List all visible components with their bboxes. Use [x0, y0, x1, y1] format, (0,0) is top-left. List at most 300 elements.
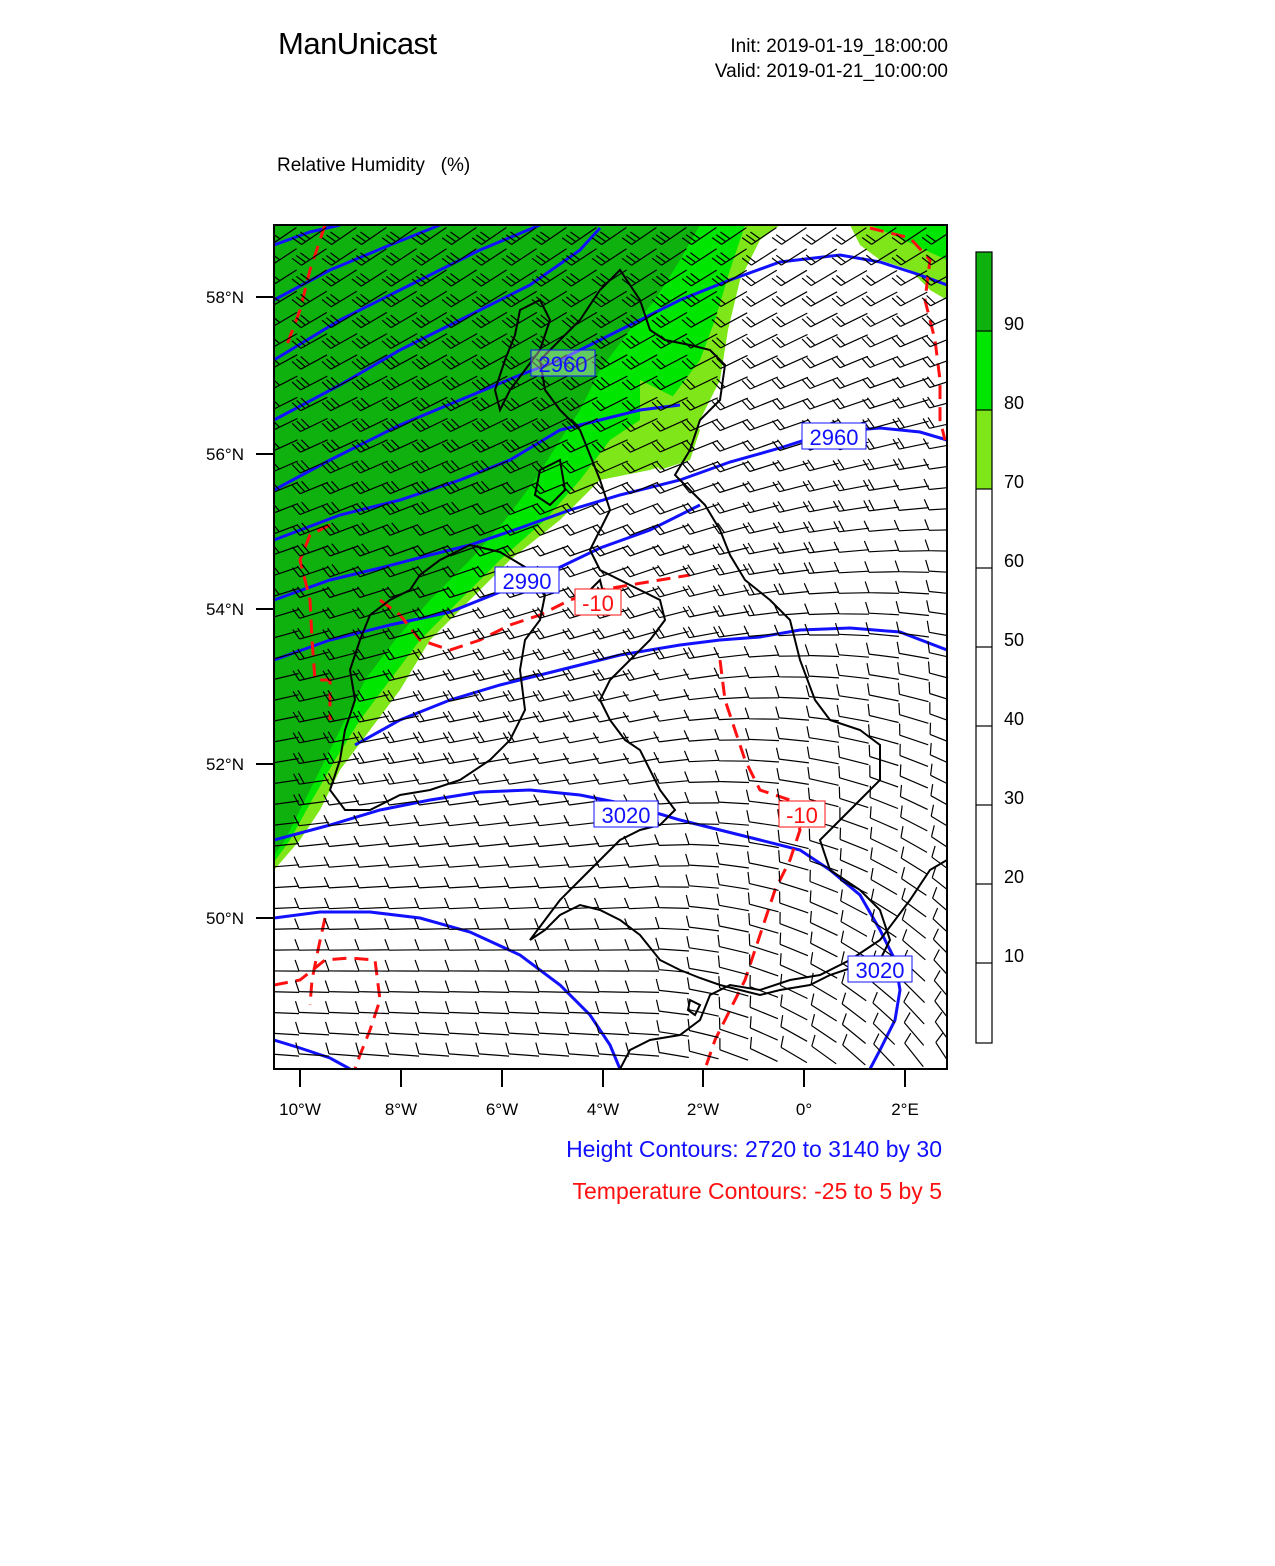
wind-barb [832, 271, 867, 286]
wind-barb [716, 791, 749, 804]
wind-barb [747, 810, 779, 826]
wind-barb [656, 917, 690, 930]
wind-barb [684, 710, 719, 721]
wind-barb [474, 877, 509, 888]
wind-barb [742, 377, 778, 389]
wind-barb [326, 1001, 360, 1013]
wind-barb [505, 981, 539, 993]
wind-barb [595, 898, 630, 909]
wind-barb [354, 836, 389, 847]
wind-barb [894, 480, 929, 490]
wind-barb [623, 691, 658, 701]
wind-barb [924, 459, 959, 469]
wind-barb [745, 708, 779, 720]
wind-barb [534, 836, 569, 847]
wind-barb [718, 914, 749, 932]
wind-barb [868, 704, 898, 723]
colorbar-label: 40 [1004, 709, 1025, 729]
wind-barb [841, 910, 867, 936]
wind-barb [385, 939, 419, 950]
wind-barb [266, 1022, 299, 1035]
wind-barb [655, 897, 689, 909]
wind-barb [833, 480, 868, 491]
temperature-contours-legend: Temperature Contours: -25 to 5 by 5 [572, 1178, 942, 1204]
wind-barb [715, 709, 749, 720]
height-contour-label: 3020 [855, 958, 905, 983]
wind-barb [804, 583, 839, 594]
lon-label: 2°E [891, 1100, 919, 1119]
wind-barb [294, 857, 329, 868]
wind-barb [931, 764, 958, 789]
wind-barb [873, 992, 895, 1023]
wind-barb [837, 705, 869, 722]
wind-barb [475, 919, 509, 930]
wind-barb [865, 561, 899, 572]
wind-barb [684, 730, 719, 741]
wind-barb [685, 792, 719, 803]
wind-barb [780, 953, 807, 977]
wind-barb [805, 604, 839, 615]
wind-barb [901, 806, 928, 831]
wind-barb [265, 939, 299, 950]
wind-barb [750, 1016, 777, 1040]
temperature-contour-labels [575, 589, 825, 828]
wind-barb [934, 970, 953, 1003]
wind-barb [835, 582, 869, 593]
wind-barb [686, 875, 719, 889]
wind-barb [325, 981, 359, 993]
wind-barb [295, 939, 329, 950]
wind-barb [534, 857, 569, 868]
wind-barb [805, 644, 839, 656]
wind-barb [534, 877, 569, 888]
wind-barb [925, 540, 959, 552]
wind-barb [685, 772, 719, 783]
wind-barb [750, 1037, 777, 1062]
wind-barb [506, 1043, 539, 1057]
wind-barb [386, 1001, 420, 1013]
wind-barb [902, 909, 925, 939]
wind-barb [324, 857, 359, 868]
wind-barb [932, 846, 956, 875]
wind-barb [781, 1036, 807, 1063]
wind-barb [624, 877, 659, 888]
wind-barb [414, 815, 449, 826]
wind-barb [325, 898, 360, 909]
wind-barb [385, 919, 419, 930]
wind-barb [780, 933, 808, 956]
wind-barb [265, 898, 300, 909]
wind-barb [595, 939, 629, 950]
lon-label: 4°W [586, 1100, 620, 1119]
wind-barb [534, 774, 569, 784]
wind-barb [594, 877, 629, 888]
colorbar-label: 90 [1004, 314, 1025, 334]
colorbar-segment-80 [976, 331, 992, 410]
lon-label: 6°W [485, 1100, 519, 1119]
wind-barb [842, 993, 866, 1022]
wind-barb [653, 648, 689, 659]
wind-barb [264, 877, 299, 888]
wind-barb [802, 356, 838, 368]
wind-barb [717, 853, 749, 868]
wind-barb [623, 670, 659, 681]
wind-barb [804, 562, 839, 573]
wind-barb [772, 377, 808, 388]
wind-barb [683, 606, 719, 617]
temperature-contour-label: -10 [786, 803, 818, 828]
wind-barb [832, 313, 867, 326]
wind-barb [892, 292, 927, 306]
wind-barb [655, 814, 690, 825]
wind-barb [565, 898, 600, 909]
wind-barb [870, 806, 897, 830]
wind-barb [414, 877, 449, 888]
lat-label: 58°N [206, 288, 244, 307]
wind-barb [714, 626, 749, 637]
colorbar-label: 80 [1004, 393, 1025, 413]
colorbar [976, 252, 1024, 1043]
wind-barb [905, 1033, 924, 1067]
wind-barb [384, 815, 419, 826]
wind-barb [744, 605, 779, 616]
wind-barb [864, 479, 899, 490]
wind-barb [932, 867, 956, 897]
wind-barb [687, 916, 719, 931]
wind-barb [804, 521, 839, 532]
wind-barb [626, 1001, 660, 1013]
wind-barb [862, 292, 897, 306]
wind-barb [743, 543, 779, 554]
wind-barb [504, 877, 539, 888]
wind-barb [564, 857, 599, 868]
wind-barb [564, 836, 599, 847]
wind-barb [444, 857, 479, 868]
wind-barb [354, 857, 389, 868]
wind-barb [446, 1043, 479, 1057]
wind-barb [596, 1001, 630, 1013]
wind-barb [476, 1043, 509, 1057]
wind-barb [356, 1022, 389, 1035]
wind-barb [869, 745, 898, 766]
wind-barb [325, 939, 359, 950]
wind-barb [895, 561, 929, 573]
wind-barb [742, 313, 777, 327]
wind-barb [717, 894, 749, 911]
wind-barb [566, 1043, 599, 1057]
wind-barb [807, 747, 838, 764]
wind-barb [892, 314, 927, 327]
wind-barb [899, 703, 929, 723]
wind-barb [475, 898, 510, 909]
wind-barb [444, 815, 479, 826]
wind-barb [654, 732, 689, 742]
wind-barb [385, 960, 419, 971]
wind-barb [927, 600, 959, 616]
wind-barb [474, 815, 509, 826]
wind-barb [862, 357, 898, 368]
longitude-axis [279, 1069, 919, 1119]
wind-barb [654, 793, 689, 804]
wind-barb [871, 868, 897, 895]
wind-barb [775, 645, 809, 656]
wind-barb [476, 1022, 509, 1035]
wind-barb [653, 690, 688, 700]
wind-barb [720, 1038, 748, 1060]
wind-barb [474, 836, 509, 847]
wind-barb [840, 828, 868, 851]
wind-barb [625, 939, 659, 950]
wind-barb [772, 356, 808, 368]
wind-barb [324, 795, 359, 805]
wind-barb [803, 480, 838, 491]
wind-barb [475, 960, 509, 971]
wind-barb [384, 836, 419, 847]
wind-barb [474, 857, 509, 868]
colorbar-label: 30 [1004, 788, 1025, 808]
height-contour-label: 2990 [502, 569, 552, 594]
wind-barb [781, 995, 808, 1020]
wind-barb [655, 835, 689, 846]
wind-barb [774, 584, 809, 595]
wind-barb [924, 479, 959, 490]
wind-barb [505, 898, 540, 909]
wind-barb [867, 643, 899, 658]
wind-barb [922, 314, 958, 326]
lat-label: 54°N [206, 600, 244, 619]
wind-barb [930, 743, 957, 767]
wind-barb [474, 774, 509, 784]
wind-barb [926, 560, 959, 573]
wind-barb [534, 815, 569, 826]
wind-barb [926, 580, 959, 594]
wind-barb [772, 228, 806, 245]
wind-barb [811, 932, 838, 957]
wind-barb [809, 829, 838, 850]
init-time: Init: 2019-01-19_18:00:00 [730, 36, 948, 57]
wind-barb [802, 335, 837, 348]
lat-label: 56°N [206, 445, 244, 464]
wind-barb [715, 770, 749, 782]
wind-barb [595, 960, 629, 971]
wind-barb [840, 848, 867, 872]
wind-barb [839, 766, 869, 786]
wind-barb [445, 898, 480, 909]
chart-title: ManUnicast [278, 26, 437, 61]
wind-barb [354, 877, 389, 888]
wind-barb [772, 270, 807, 285]
wind-barb [894, 500, 929, 511]
wind-barb [742, 334, 777, 347]
wind-barb [446, 1022, 479, 1035]
wind-barb [834, 521, 869, 532]
wind-barb [924, 499, 959, 510]
wind-barb [834, 500, 869, 511]
wind-barb [922, 356, 958, 367]
wind-barb [656, 938, 689, 951]
wind-barb [565, 981, 599, 993]
wind-barb [296, 1022, 329, 1035]
wind-barb [536, 1001, 570, 1013]
wind-barb [744, 584, 779, 595]
wind-barb [654, 711, 689, 721]
wind-barb [625, 960, 659, 971]
wind-barb [772, 335, 807, 348]
latitude-axis [206, 288, 274, 928]
wind-barb [929, 661, 959, 681]
wind-barb [780, 912, 808, 934]
wind-barb [896, 601, 929, 615]
wind-barb [657, 1000, 689, 1015]
wind-barb [683, 585, 719, 596]
wind-barb [625, 981, 659, 993]
wind-barb [862, 335, 898, 347]
wind-barb [934, 950, 954, 983]
wind-barb [802, 313, 837, 327]
wind-barb [772, 313, 807, 327]
wind-barb [506, 1001, 540, 1013]
wind-barb [871, 827, 898, 852]
wind-barb [836, 664, 869, 679]
wind-barb [445, 960, 479, 971]
wind-barb [475, 981, 509, 993]
wind-barb [838, 746, 868, 765]
wind-barb [624, 857, 659, 868]
wind-barb [355, 960, 389, 971]
colorbar-label: 10 [1004, 946, 1025, 966]
wind-barb [904, 1012, 923, 1045]
wind-barb [862, 271, 897, 286]
wind-barb [625, 898, 660, 909]
wind-barb [415, 981, 449, 993]
wind-barb [626, 1022, 659, 1035]
colorbar-segment-70 [976, 410, 992, 489]
wind-barb [776, 727, 809, 741]
wind-barb [864, 541, 899, 552]
wind-barb [900, 764, 928, 788]
wind-barb [414, 836, 449, 847]
wind-barb [837, 684, 869, 700]
wind-barb [748, 872, 779, 890]
wind-barb [931, 784, 957, 810]
lon-label: 2°W [686, 1100, 720, 1119]
wind-barb [931, 805, 957, 832]
wind-barb [773, 501, 808, 512]
wind-barb [894, 520, 929, 531]
wind-barb [535, 939, 569, 950]
wind-barb [929, 682, 958, 703]
wind-barb [893, 438, 929, 449]
wind-barb [802, 292, 837, 306]
wind-barb [714, 668, 749, 679]
wind-barb [688, 1019, 718, 1038]
wind-barb [266, 1001, 300, 1013]
wind-barb [686, 854, 719, 867]
wind-barb [936, 1033, 952, 1068]
height-contour-label: 2960 [538, 352, 588, 377]
wind-barb [654, 773, 689, 784]
wind-barb [565, 919, 599, 930]
wind-barb [773, 522, 808, 533]
wind-barb [687, 957, 719, 974]
lon-label: 10°W [279, 1100, 321, 1119]
wind-barb [896, 581, 929, 594]
wind-barb [804, 542, 839, 553]
wind-barb [713, 564, 749, 575]
field-rh: Relative Humidity (%) [277, 155, 471, 176]
wind-barb [925, 519, 959, 530]
wind-barb [923, 439, 958, 449]
wind-barb [714, 647, 749, 658]
wind-barb [414, 857, 449, 868]
wind-barb [930, 723, 958, 746]
wind-barb [415, 960, 449, 971]
wind-barb [356, 1001, 390, 1013]
wind-barb [863, 459, 899, 470]
wind-barb [742, 398, 778, 409]
wind-barb [655, 876, 689, 887]
wind-barb [504, 774, 539, 784]
wind-barb [595, 981, 629, 993]
wind-barb [295, 898, 330, 909]
wind-barb [935, 1012, 952, 1046]
wind-barb [326, 1043, 359, 1057]
wind-barb [684, 647, 719, 658]
colorbar-label: 20 [1004, 867, 1025, 887]
wind-barb [774, 542, 809, 553]
wind-barb [386, 1043, 419, 1057]
wind-barb [840, 807, 868, 829]
wind-barb [746, 728, 780, 740]
wind-barb [536, 1043, 569, 1057]
wind-barb [717, 873, 749, 889]
wind-barb [895, 540, 929, 551]
wind-barb [870, 786, 898, 809]
wind-barb [802, 228, 836, 245]
wind-barb [922, 335, 958, 346]
wind-barb [565, 960, 599, 971]
height-contour-label: 3020 [601, 803, 651, 828]
wind-barb [414, 774, 449, 784]
wind-barb [594, 774, 629, 784]
wind-barb [781, 1015, 807, 1041]
wind-barb [897, 642, 929, 659]
lat-label: 50°N [206, 909, 244, 928]
wind-barb [774, 563, 809, 574]
wind-barb [777, 768, 809, 784]
wind-barb [655, 855, 689, 866]
wind-barb [935, 991, 953, 1025]
wind-barb [713, 585, 748, 596]
wind-barb [810, 890, 838, 914]
wind-barb [806, 665, 839, 678]
wind-barb [927, 621, 959, 638]
wind-barb [871, 847, 898, 873]
wind-barb [900, 744, 928, 767]
wind-barb [836, 644, 869, 658]
wind-barb [385, 981, 419, 993]
wind-barb [296, 1001, 330, 1013]
wind-barb [505, 919, 539, 930]
wind-barb [444, 877, 479, 888]
wind-barb [384, 857, 419, 868]
wind-barb [445, 981, 479, 993]
lon-label: 0° [795, 1100, 813, 1119]
wind-barb [565, 939, 599, 950]
wind-barb [802, 378, 838, 389]
wind-barb [862, 314, 897, 327]
wind-barb [835, 603, 869, 614]
